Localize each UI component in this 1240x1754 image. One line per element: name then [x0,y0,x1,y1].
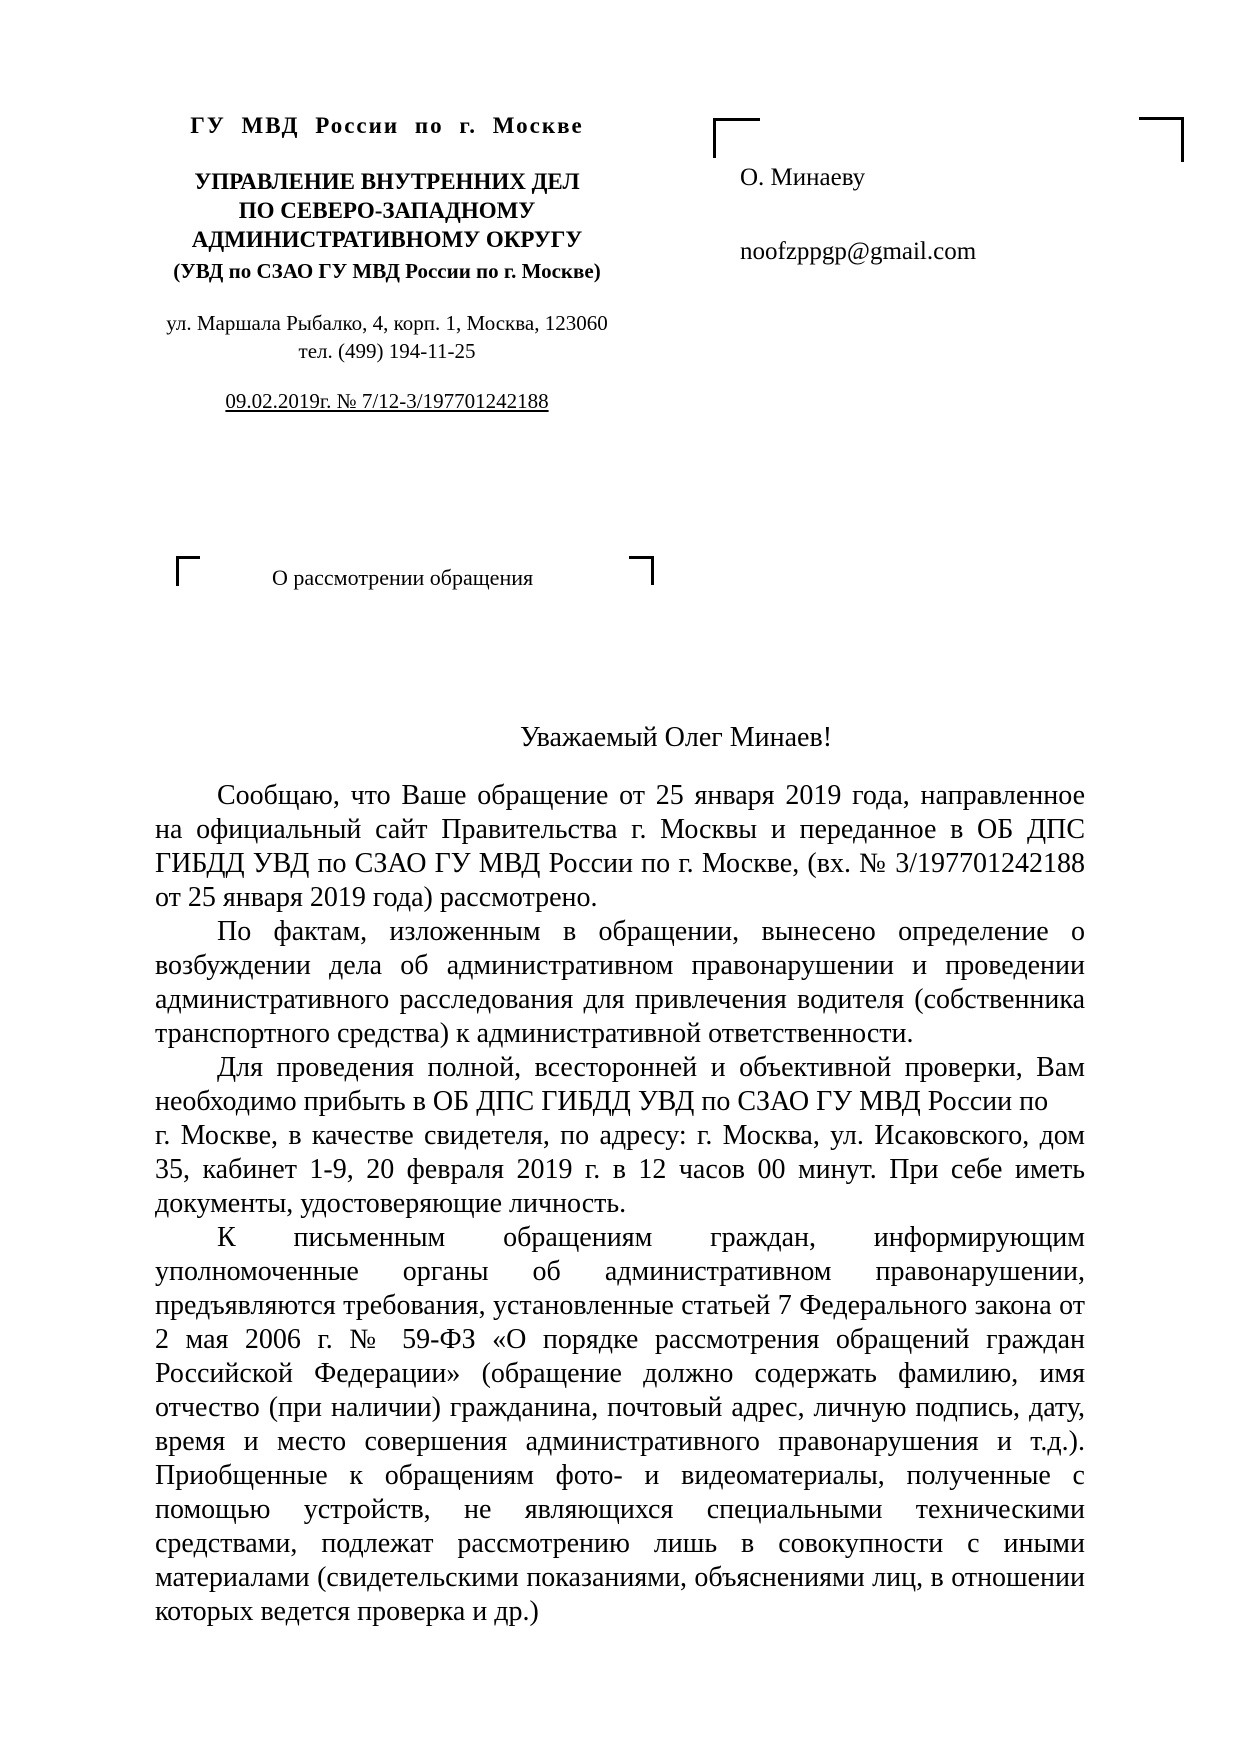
corner-mark-subject-right [629,556,654,585]
body-paragraph-2: По фактам, изложенным в обращении, вынесено определение о возбуждении дела об административном правонарушении и проведении административного расследования для привлечения водителя (собственника транспортного средства) к административной ответственности. [155,916,1085,1049]
corner-mark-recipient-left [713,118,760,158]
org-name-line-1: УПРАВЛЕНИЕ ВНУТРЕННИХ ДЕЛ [194,169,580,194]
body-paragraph-3-part-2: г. Москве, в качестве свидетеля, по адресу: г. Москва, ул. Исаковского, дом 35, кабинет 1-9, 20 февраля 2019 г. в 12 часов 00 минут. При себе иметь документы, удостоверяющие личность. [155,1120,1085,1219]
corner-mark-subject-left [176,556,200,586]
org-name-line-3: АДМИНИСТРАТИВНОМУ ОКРУГУ [191,227,583,252]
letter-body [155,779,1085,1629]
sender-letterhead [140,112,634,414]
org-name-abbrev: (УВД по СЗАО ГУ МВД России по г. Москве) [173,259,601,283]
recipient-email: noofzppgp@gmail.com [740,238,977,265]
recipient-block [740,163,976,267]
subject-line: О рассмотрении обращения [272,565,534,590]
org-name-line-2: ПО СЕВЕРО-ЗАПАДНОМУ [238,198,536,223]
body-paragraph-3-part-1: Для проведения полной, всесторонней и объективной проверки, Вам необходимо прибыть в ОБ ДПС ГИБДД УВД по СЗАО ГУ МВД России по [155,1052,1085,1117]
salutation: Уважаемый Олег Минаев! [520,722,833,753]
sender-phone: тел. (499) 194-11-25 [298,339,476,363]
corner-mark-page-top-right [1139,117,1184,162]
org-name-parent: ГУ МВД России по г. Москве [190,113,584,138]
body-paragraph-3 [155,1051,1085,1221]
reference-number: 09.02.2019г. № 7/12-3/197701242188 [225,389,549,413]
body-paragraph-1: Сообщаю, что Ваше обращение от 25 января 2019 года, направленное на официальный сайт Правительства г. Москвы и переданное в ОБ ДПС ГИБДД УВД по СЗАО ГУ МВД России по г. Москве, (вх. № 3/197701242188 от 25 января 2019 года) рассмотрено. [155,780,1085,913]
sender-address: ул. Маршала Рыбалко, 4, корп. 1, Москва, 123060 [166,311,608,335]
reference-line-wrap [140,389,634,414]
recipient-name: О. Минаеву [740,164,866,191]
body-paragraph-4: К письменным обращениям граждан, информирующим уполномоченные органы об административном правонарушении, предъявляются требования, установленные статьей 7 Федерального закона от 2 мая 2006 г. № 59-ФЗ «О порядке рассмотрения обращений граждан Российской Федерации» (обращение должно содержать фамилию, имя отчество (при наличии) гражданина, почтовый адрес, личную подпись, дату, время и место совершения административного правонарушения и т.д.). Приобщенные к обращениям фото- и видеоматериалы, полученные с помощью устройств, не являющихся специальными техническими средствами, подлежат рассмотрению лишь в совокупности с иными материалами (свидетельскими показаниями, объяснениями лиц, в отношении которых ведется проверка и др.) [155,1222,1085,1627]
